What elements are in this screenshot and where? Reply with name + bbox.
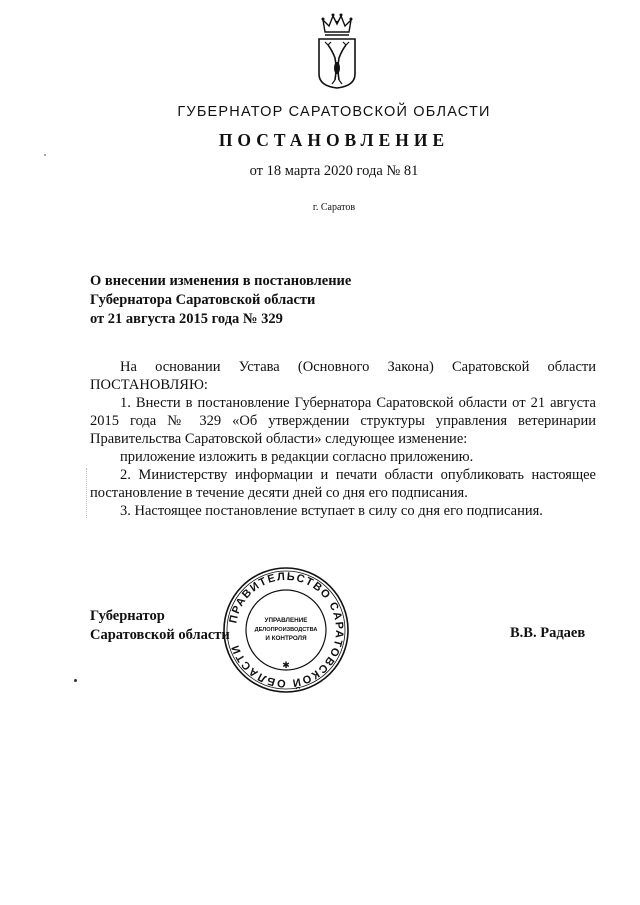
scan-margin-line [86, 468, 87, 518]
signatory-name: В.В. Радаев [510, 625, 586, 641]
scan-speck [74, 679, 77, 682]
document-subject [90, 272, 410, 329]
document-city: г. Саратов [312, 202, 356, 213]
stamp-inner-line: УПРАВЛЕНИЕ [264, 617, 308, 624]
signatory-title-line: Губернатор [90, 608, 165, 624]
signatory-title [90, 607, 230, 645]
stamp-outer-text: ПРАВИТЕЛЬСТВО САРАТОВСКОЙ ОБЛАСТИ [227, 570, 346, 690]
item-1-paragraph: 1. Внести в постановление Губернатора Саратовской области от 21 августа 2015 года № 329 «Об утверждении структуры управления ветеринарии Правительства Саратовской области» следующее изменение: [90, 395, 596, 447]
subject-line: О внесении изменения в постановление [90, 273, 352, 289]
item-3-paragraph: 3. Настоящее постановление вступает в силу со дня его подписания. [120, 503, 543, 519]
signatory-title-line: Саратовской области [90, 627, 230, 643]
subject-line: Губернатора Саратовской области [90, 292, 316, 308]
document-body [90, 358, 596, 520]
stamp-inner-line: И КОНТРОЛЯ [265, 635, 307, 642]
issuer-heading: ГУБЕРНАТОР САРАТОВСКОЙ ОБЛАСТИ [177, 104, 491, 120]
stamp-inner-line: ДЕЛОПРОИЗВОДСТВА [254, 627, 318, 633]
stamp-star-icon: ✱ [282, 661, 290, 671]
document-type-title: ПОСТАНОВЛЕНИЕ [218, 130, 450, 150]
item-2-paragraph: 2. Министерству информации и печати области опубликовать настоящее постановление в течение десяти дней со дня его подписания. [90, 467, 596, 501]
subject-line: от 21 августа 2015 года № 329 [90, 311, 283, 327]
item-1-detail-paragraph: приложение изложить в редакции согласно приложению. [120, 449, 474, 465]
coat-of-arms-emblem [315, 10, 359, 90]
official-stamp [222, 566, 350, 694]
preamble-paragraph: На основании Устава (Основного Закона) Саратовской области ПОСТАНОВЛЯЮ: [90, 359, 596, 393]
scan-speck [44, 154, 46, 156]
document-date-number: от 18 марта 2020 года № 81 [249, 163, 419, 179]
